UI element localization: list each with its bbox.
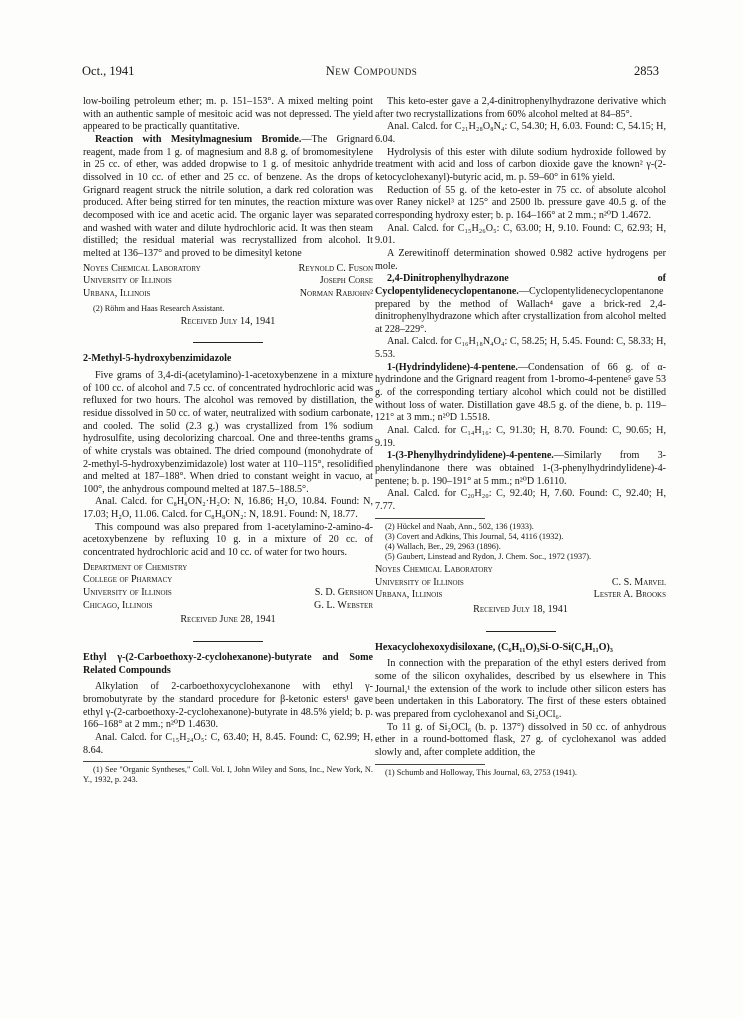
received-date-1: Received July 14, 1941 [180,315,276,327]
address-line: University of Illinois [83,275,172,287]
author-name: Lester A. Brooks [593,589,666,601]
section-divider [193,342,263,343]
keto-ester-paragraph: This keto-ester gave a 2,4-dinitrophenylhydrazone derivative which after two recrystallizations from 60% alcohol melted at 84–85°. [375,96,666,120]
dnp-analysis: Anal. Calcd. for C₁₆H₁₈N₄O₄: C, 58.25; H, 5.45. Found: C, 58.33; H, 5.53. [375,336,666,361]
phenylhydrindylidene-paragraph [375,450,666,488]
ethyl-paragraph-1: Alkylation of 2-carboethoxycyclohexanone with ethyl γ-bromobutyrate by the standard procedure for β-ketonic esters¹ gave ethyl γ-(2-carboethoxy-2-cyclohexanone)-butyrate in 48.5% yield; b. p. 166–168° at 2 mm.; n²⁰D 1.4630. [83,681,373,731]
author-name: S. D. Gershon [314,587,373,599]
address-line: University of Illinois [375,576,464,588]
article-title-ethyl-butyrate: Ethyl γ-(2-Carboethoxy-2-cyclohexanone)-butyrate and Some Related Compounds [83,652,373,676]
footnote-rule [375,764,485,765]
dnp-paragraph [375,273,666,336]
author-name: Reynold C. Fuson [298,262,373,274]
footnote-gaubert: (5) Gaubert, Linstead and Rydon, J. Chem. Soc., 1972 (1937). [385,551,592,561]
left-column [83,96,373,785]
section-divider [486,631,556,632]
benzimidazole-paragraph-2: This compound was also prepared from 1-acetylamino-2-amino-4-acetoxybenzene by refluxing 10 g. in a mixture of 20 cc. of concentrated hydrochloric acid and 10 cc. of water for two hours. [83,521,373,559]
address-line: University of Illinois [83,587,172,599]
hydrindylidene-heading: 1-(Hydrindylidene)-4-pentene. [387,361,518,373]
section-divider [193,641,263,642]
header-date: Oct., 1941 [82,64,135,78]
address-line: Department of Chemistry [83,561,188,573]
reduction-paragraph: Reduction of 55 g. of the keto-ester in 75 cc. of absolute alcohol over Raney nickel³ at 125° and 2500 lb. pressure gave 40.5 g. of the corresponding hydroxy ester; b. p. 164–166° at 2 mm.; n²⁰D 1.4672. [375,184,666,221]
header-section-title: New Compounds [325,64,418,78]
benzimidazole-paragraph-1: Five grams of 3,4-di-(acetylamino)-1-acetoxybenzene in a mixture of 100 cc. of alcohol and 7.5 cc. of concentrated hydrochloric acid was refluxed for two hours. The alcohol was removed by distillation, the residue dissolved in 50 cc. of water, neutralized with sodium carbonate, and cooled. The solid (2.3 g.) was crystallized from 1% sodium hydrosulfite, using decolorizing charcoal. One and three-tenths grams of white crystals was obtained. The dried compound (monohydrate of 2-methyl-5-hydroxybenzimidazole) lost water at 110–115°, resolidified and melted at 187–188°. When dried to constant weight in vacuo, at 100°, the anhydrous compound melted at 187.5–188.5°. [83,369,373,495]
grignard-heading: Reaction with Mesitylmagnesium Bromide. [95,133,302,145]
author-name: G. L. Webster [314,599,373,611]
author-name: C. S. Marvel [611,576,666,588]
mesitoic-paragraph: low-boiling petroleum ether; m. p. 151–153°. A mixed melting point with an authentic sample of mesitoic acid was not depressed. The yield appeared to be practically quantitative. [83,96,373,133]
right-column [375,96,666,778]
received-date-3: Received July 18, 1941 [473,604,568,615]
article-title-disiloxane: Hexacyclohexoxydisiloxane, (C₆H₁₁O)₃Si-O-Si(C₆H₁₁O)₃ [375,641,613,653]
footnote-wallach: (4) Wallach, Ber., 29, 2963 (1896). [385,541,501,551]
received-date-2: Received June 28, 1941 [180,614,276,626]
address-line: Urbana, Illinois [375,589,443,601]
dnp-heading: 2,4-Dinitrophenylhydrazone of Cyclopentylidenecyclopentanone. [375,273,666,297]
footnote-rule [375,518,485,519]
author-address-2 [83,562,373,613]
grignard-paragraph [83,134,373,261]
footnote-organic-syntheses: (1) See "Organic Syntheses," Coll. Vol. I, John Wiley and Sons, Inc., New York, N. Y., 1932, p. 243. [83,765,373,785]
address-line: Chicago, Illinois [83,599,153,611]
reduction-analysis: Anal. Calcd. for C₁₅H₂₆O₅: C, 63.00; H, 9.10. Found: C, 62.93; H, 9.01. [375,222,666,247]
hydrindylidene-text: —Condensation of 66 g. of α-hydrindone and the Grignard reagent from 1-bromo-4-pentene⁵ gave 53 g. of the corresponding tertiary alcohol which could not be distilled without loss of water. Distillation gave 48.5 g. of the diene, b. p. 119–121° at 3 mm.; n²⁰D 1.5518. [375,361,666,424]
phenylhydrindylidene-heading: 1-(3-Phenylhydrindylidene)-4-pentene. [387,450,554,462]
footnote-huckel: (2) Hückel and Naab, Ann., 502, 136 (1933). [385,521,534,531]
ethyl-analysis: Anal. Calcd. for C₁₅H₂₄O₅: C, 63.40; H, 8.45. Found: C, 62.99; H, 8.64. [83,731,373,756]
header-page-number: 2853 [634,64,659,78]
hydrolysis-paragraph: Hydrolysis of this ester with dilute sodium hydroxide followed by treatment with acid and loss of carbon dioxide gave the known² γ-(2-ketocyclohexanyl)-butyric acid, m. p. 59–60° in 61% yield. [375,146,666,183]
footnote-schumb: (1) Schumb and Holloway, This Journal, 63, 2753 (1941). [385,767,577,777]
footnote-rule [83,761,193,762]
phenylhydrindylidene-analysis: Anal. Calcd. for C₂₀H₂₀: C, 92.40; H, 7.60. Found: C, 92.40; H, 7.77. [375,488,666,512]
author-name: Joseph Corse [319,275,373,287]
address-line: College of Pharmacy [83,574,173,586]
author-address-3 [375,564,666,602]
zerewitinoff-paragraph: A Zerewitinoff determination showed 0.982 active hydrogens per mole. [375,247,666,272]
article-title-benzimidazole: 2-Methyl-5-hydroxybenzimidazole [83,353,232,365]
address-line: Urbana, Illinois [83,287,151,299]
address-line: Noyes Chemical Laboratory [83,262,201,274]
author-name: Norman Rabjohn² [299,287,373,299]
footnote-rohm: (2) Röhm and Haas Research Assistant. [93,303,225,313]
disiloxane-paragraph-1: In connection with the preparation of the ethyl esters derived from some of the silicon oxyhalides, described by us elsewhere in This Journal,¹ the extension of the work to include other silicon esters has been undertaken in this Laboratory. The first of these esters obtained was prepared from cyclohexanol and Si₂OCl₆. [375,658,666,720]
dnp-text: —Cyclopentylidenecyclopentanone prepared by the method of Wallach⁴ gave a brick-red 2,4-dinitrophenylhydrazone which after crystallization from alcohol melted at 228–229°. [375,285,666,335]
author-address-1 [83,263,373,301]
hydrindylidene-paragraph [375,362,666,425]
disiloxane-paragraph-2: To 11 g. of Si₂OCl₆ (b. p. 137°) dissolved in 50 cc. of anhydrous ether in a round-bottomed flask, 27 g. of cyclohexanol was added slowly and, after complete addition, the [375,721,666,758]
address-line: Noyes Chemical Laboratory [375,564,493,576]
footnote-covert: (3) Covert and Adkins, This Journal, 54, 4116 (1932). [385,531,564,541]
keto-ester-analysis: Anal. Calcd. for C₂₁H₂₈O₈N₄: C, 54.30; H, 6.03. Found: C, 54.15; H, 6.04. [375,121,666,145]
grignard-text: —The Grignard reagent, made from 1 g. of magnesium and 8.8 g. of bromomesitylene in 25 cc. of ether, was added dropwise to 1 g. of mesitoic anhydride dissolved in 10 cc. of ether and 25 cc. of benzene. As the drops of Grignard reagent struck the nitrile solution, a dark red coloration was produced. After being stirred for ten minutes, the reaction mixture was decomposed with ice and acetic acid. The organic layer was separated and washed with water and dilute hydrochloric acid. It was then steam distilled; the residual material was recrystallized from alcohol. It melted at 136–137° and proved to be dimesityl ketone [83,133,373,259]
hydrindylidene-analysis: Anal. Calcd. for C₁₄H₁₆: C, 91.30; H, 8.70. Found: C, 90.65; H, 9.19. [375,425,666,449]
benzimidazole-analysis: Anal. Calcd. for C₈H₈ON₂·H₂O: N, 16.86; H₂O, 10.84. Found: N, 17.03; H₂O, 11.06. Calcd. for C₈H₈ON₂: N, 18.91. Found: N, 18.77. [83,496,373,521]
phenylhydrindylidene-text: —Similarly from 3-phenylindanone there was obtained 1-(3-phenylhydrindylidene)-4-pentene; b. p. 190–191° at 5 mm.; n²⁰D 1.6110. [375,450,666,487]
